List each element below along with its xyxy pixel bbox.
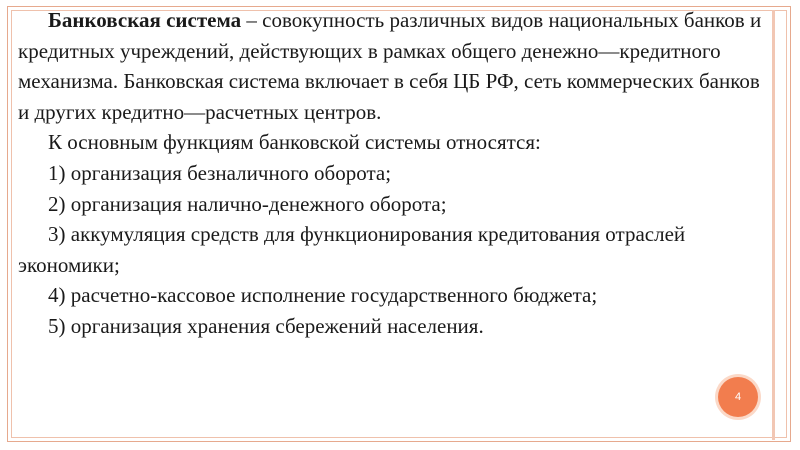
function-item-4: 4) расчетно-кассовое исполнение государственного бюджета; — [48, 283, 598, 308]
function-item-2: 2) организация налично-денежного оборота; — [48, 191, 447, 216]
function-item-3: 3) аккумуляция средств для функционирования кредитования отраслей экономики; — [18, 222, 686, 277]
functions-heading: К основным функциям банковской системы относятся: — [48, 130, 541, 155]
function-item-5: 5) организация хранения сбережений населения. — [48, 313, 484, 338]
intro-definition: – совокупность различных видов национальных банков и кредитных учреждений, действующих в рамках общего денежно—кредитного механизма. Банковская система включает в себя ЦБ РФ, сеть коммерческих банков и других кредитно—расчетных центров. — [18, 8, 762, 124]
slide-content — [18, 5, 773, 342]
intro-term: Банковская система — [48, 8, 242, 32]
intro-paragraph — [18, 5, 773, 127]
page-number-badge: 4 — [718, 377, 758, 417]
function-item-1: 1) организация безналичного оборота; — [48, 160, 392, 185]
